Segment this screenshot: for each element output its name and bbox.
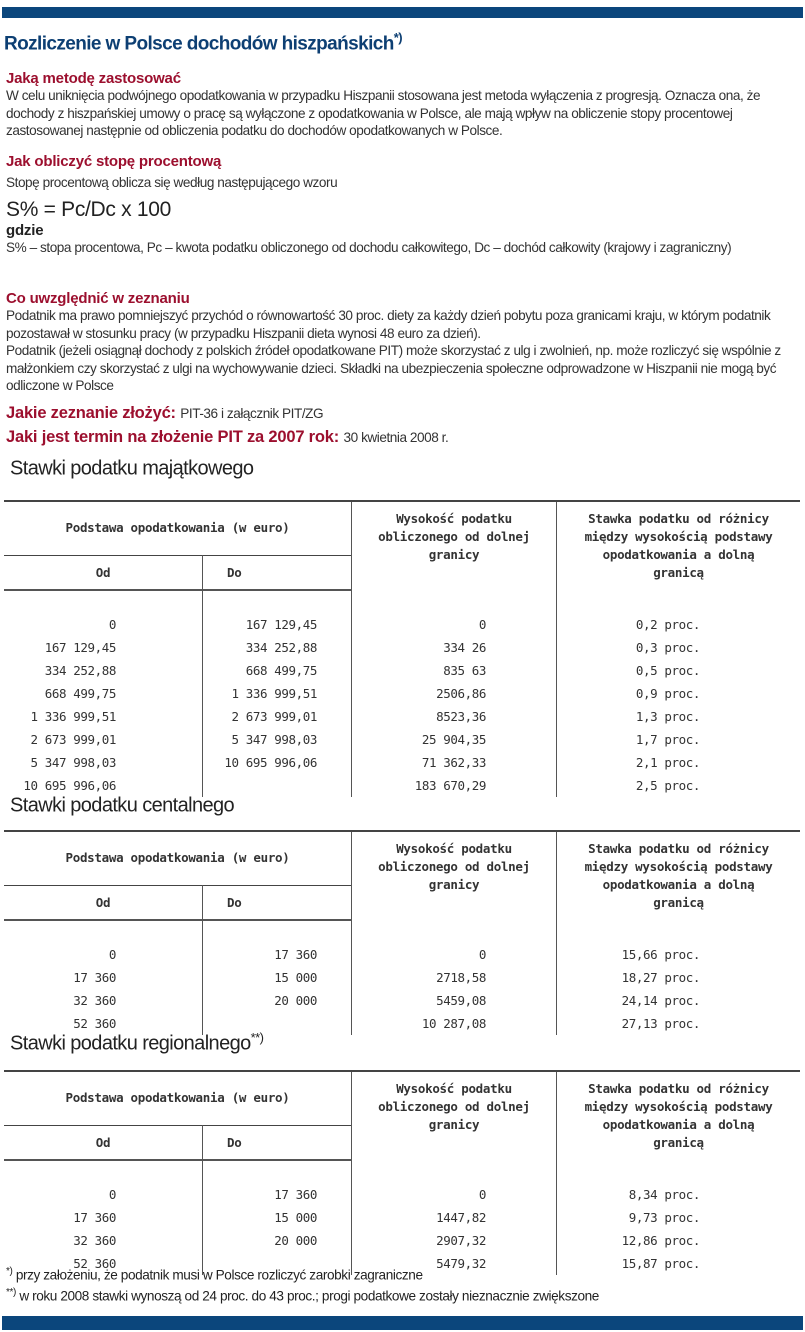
table-row — [4, 989, 800, 1012]
footnote-2 — [6, 1287, 599, 1304]
cell-od: 10 695 996,06 — [4, 774, 203, 797]
header-do: Do — [203, 886, 352, 920]
cell-od: 167 129,45 — [4, 636, 203, 659]
table-row — [4, 943, 800, 966]
header-do: Do — [203, 556, 352, 590]
table-row — [4, 1183, 800, 1206]
footnote-mark: **) — [6, 1287, 16, 1298]
footnote-text: przy założeniu, że podatnik musi w Polsce rozliczyć zarobki zagraniczne — [15, 1267, 423, 1283]
section-declaration — [6, 290, 795, 395]
table-row — [4, 1206, 800, 1229]
cell-od: 0 — [4, 613, 203, 636]
header-base: Podstawa opodatkowania (w euro) — [4, 831, 352, 886]
cell-od: 668 499,75 — [4, 682, 203, 705]
table-row — [4, 728, 800, 751]
formula: S% = Pc/Dc x 100 — [6, 197, 172, 221]
header-rate: Stawka podatku od różnicy między wysokością podstawy opodatkowania a dolną granicą — [557, 1071, 801, 1160]
cell-od: 0 — [4, 1183, 203, 1206]
cell-tax: 5459,08 — [352, 989, 557, 1012]
table-row — [4, 636, 800, 659]
cell-tax: 5479,32 — [352, 1252, 557, 1275]
cell-od: 5 347 998,03 — [4, 751, 203, 774]
header-tax: Wysokość podatku obliczonego od dolnej granicy — [352, 501, 557, 590]
cell-od: 1 336 999,51 — [4, 705, 203, 728]
top-bar — [2, 7, 803, 18]
cell-do: 10 695 996,06 — [203, 751, 352, 774]
bottom-bar — [2, 1316, 803, 1330]
section-heading: Jakie zeznanie złożyć: — [6, 404, 176, 422]
cell-rate: 1,7 proc. — [635, 732, 700, 747]
cell-rate: 15,66 proc. — [621, 947, 700, 962]
cell-do: 668 499,75 — [203, 659, 352, 682]
cell-rate: 27,13 proc. — [621, 1016, 700, 1031]
cell-rate: 9,73 proc. — [628, 1210, 700, 1225]
cell-do: 20 000 — [203, 989, 352, 1012]
cell-tax: 25 904,35 — [352, 728, 557, 751]
title-text: Rozliczenie w Polsce dochodów hiszpańskich — [4, 33, 394, 55]
cell-tax: 2907,32 — [352, 1229, 557, 1252]
section-heading: Jak obliczyć stopę procentową — [6, 153, 222, 170]
cell-tax: 8523,36 — [352, 705, 557, 728]
table-row — [4, 751, 800, 774]
cell-tax: 10 287,08 — [352, 1012, 557, 1035]
section-form — [6, 404, 795, 423]
table-title — [10, 1030, 263, 1056]
section-text: Stopę procentową oblicza się według następującego wzoru — [6, 175, 338, 190]
cell-rate: 1,3 proc. — [635, 709, 700, 724]
footnote-1 — [6, 1266, 423, 1283]
table-title-text: Stawki podatku majątkowego — [10, 457, 254, 480]
section-text: Podatnik ma prawo pomniejszyć przychód o równowartość 30 proc. diety za każdy dzień pobytu poza granicami kraju, w którym podatnik pozostawał w stosunku pracy (w przypadku Hiszpanii dieta wynosi 48 euro za dzień). — [6, 308, 771, 341]
table-row — [4, 659, 800, 682]
header-od: Od — [4, 1126, 203, 1160]
header-base: Podstawa opodatkowania (w euro) — [4, 501, 352, 556]
cell-od: 52 360 — [4, 1252, 203, 1275]
section-rate — [6, 153, 795, 256]
cell-od: 32 360 — [4, 1229, 203, 1252]
header-od: Od — [4, 556, 203, 590]
cell-tax: 71 362,33 — [352, 751, 557, 774]
cell-do: 167 129,45 — [203, 613, 352, 636]
section-heading: Co uwzględnić w zeznaniu — [6, 290, 190, 307]
footnote-mark: *) — [6, 1266, 13, 1277]
header-base: Podstawa opodatkowania (w euro) — [4, 1071, 352, 1126]
cell-tax: 0 — [352, 943, 557, 966]
title-footnote-mark: *) — [393, 30, 402, 45]
cell-rate: 0,5 proc. — [635, 663, 700, 678]
cell-od: 17 360 — [4, 966, 203, 989]
cell-do: 15 000 — [203, 1206, 352, 1229]
header-od: Od — [4, 886, 203, 920]
header-rate: Stawka podatku od różnicy między wysokością podstawy opodatkowania a dolną granicą — [557, 831, 801, 920]
section-heading: Jaki jest termin na złożenie PIT za 2007 rok: — [6, 428, 340, 446]
tax-rate-table — [4, 500, 800, 797]
cell-do: 2 673 999,01 — [203, 705, 352, 728]
table-row — [4, 705, 800, 728]
cell-do: 17 360 — [203, 1183, 352, 1206]
cell-tax: 0 — [352, 613, 557, 636]
table-row — [4, 1229, 800, 1252]
tax-rate-table — [4, 830, 800, 1035]
header-tax: Wysokość podatku obliczonego od dolnej granicy — [352, 1071, 557, 1160]
table-title-mark: **) — [250, 1030, 264, 1045]
cell-od: 32 360 — [4, 989, 203, 1012]
cell-tax: 2718,58 — [352, 966, 557, 989]
footnote-text: w roku 2008 stawki wynoszą od 24 proc. do 43 proc.; progi podatkowe zostały nieznacznie zwiększone — [19, 1288, 599, 1304]
header-rate: Stawka podatku od różnicy między wysokością podstawy opodatkowania a dolną granicą — [557, 501, 801, 590]
tax-rate-table — [4, 1070, 800, 1275]
cell-rate: 15,87 proc. — [621, 1256, 700, 1271]
cell-rate: 0,9 proc. — [635, 686, 700, 701]
section-deadline — [6, 428, 795, 447]
cell-tax: 2506,86 — [352, 682, 557, 705]
section-value: PIT-36 i załącznik PIT/ZG — [180, 406, 324, 421]
table-title — [10, 455, 253, 481]
formula-legend: S% – stopa procentowa, Pc – kwota podatku obliczonego od dochodu całkowitego, Dc – dochód całkowity (krajowy i zagraniczny) — [6, 239, 732, 255]
table-title — [10, 792, 234, 818]
section-text: Podatnik (jeżeli osiągnął dochody z polskich źródeł opodatkowane PIT) może skorzystać z ulg i zwolnień, np. może rozliczyć się wspólnie z małżonkiem czy skorzystać z ulgi na wychowywanie dzieci. Składki na ubezpieczenia społeczne odprowadzone w Hiszpanii nie mogą być odliczone w Polsce — [6, 343, 781, 393]
section-value: 30 kwietnia 2008 r. — [343, 430, 449, 445]
cell-od: 334 252,88 — [4, 659, 203, 682]
cell-rate: 8,34 proc. — [628, 1187, 700, 1202]
cell-rate: 2,1 proc. — [635, 755, 700, 770]
table-row — [4, 966, 800, 989]
cell-tax: 0 — [352, 1183, 557, 1206]
cell-od: 2 673 999,01 — [4, 728, 203, 751]
cell-do: 15 000 — [203, 966, 352, 989]
cell-tax: 1447,82 — [352, 1206, 557, 1229]
table-row — [4, 613, 800, 636]
cell-do: 20 000 — [203, 1229, 352, 1252]
cell-do: 1 336 999,51 — [203, 682, 352, 705]
table-row — [4, 682, 800, 705]
cell-od: 52 360 — [4, 1012, 203, 1035]
page-title — [4, 30, 402, 55]
cell-od: 0 — [4, 943, 203, 966]
cell-tax: 835 63 — [352, 659, 557, 682]
cell-rate: 0,2 proc. — [635, 617, 700, 632]
header-do: Do — [203, 1126, 352, 1160]
cell-tax: 334 26 — [352, 636, 557, 659]
cell-do: 17 360 — [203, 943, 352, 966]
table-title-text: Stawki podatku centalnego — [10, 794, 235, 817]
cell-rate: 18,27 proc. — [621, 970, 700, 985]
section-text: W celu uniknięcia podwójnego opodatkowania w przypadku Hiszpanii stosowana jest metoda wyłączenia z progresją. Oznacza ona, że dochody z hiszpańskiej umowy o pracę są wyłączone z opodatkowania w Polsce, ale mają wpływ na obliczenie stopy procentowej zastosowanej następnie od obliczenia podatku do dochodów opodatkowanych w Polsce. — [6, 88, 761, 138]
cell-do: 5 347 998,03 — [203, 728, 352, 751]
section-heading: Jaką metodę zastosować — [6, 70, 181, 87]
cell-rate: 2,5 proc. — [635, 778, 700, 793]
cell-rate: 12,86 proc. — [621, 1233, 700, 1248]
where-label: gdzie — [6, 221, 44, 239]
table-title-text: Stawki podatku regionalnego — [10, 1032, 251, 1055]
cell-rate: 24,14 proc. — [621, 993, 700, 1008]
cell-tax: 183 670,29 — [352, 774, 557, 797]
cell-od: 17 360 — [4, 1206, 203, 1229]
section-method — [6, 70, 795, 140]
cell-do: 334 252,88 — [203, 636, 352, 659]
header-tax: Wysokość podatku obliczonego od dolnej granicy — [352, 831, 557, 920]
cell-rate: 0,3 proc. — [635, 640, 700, 655]
